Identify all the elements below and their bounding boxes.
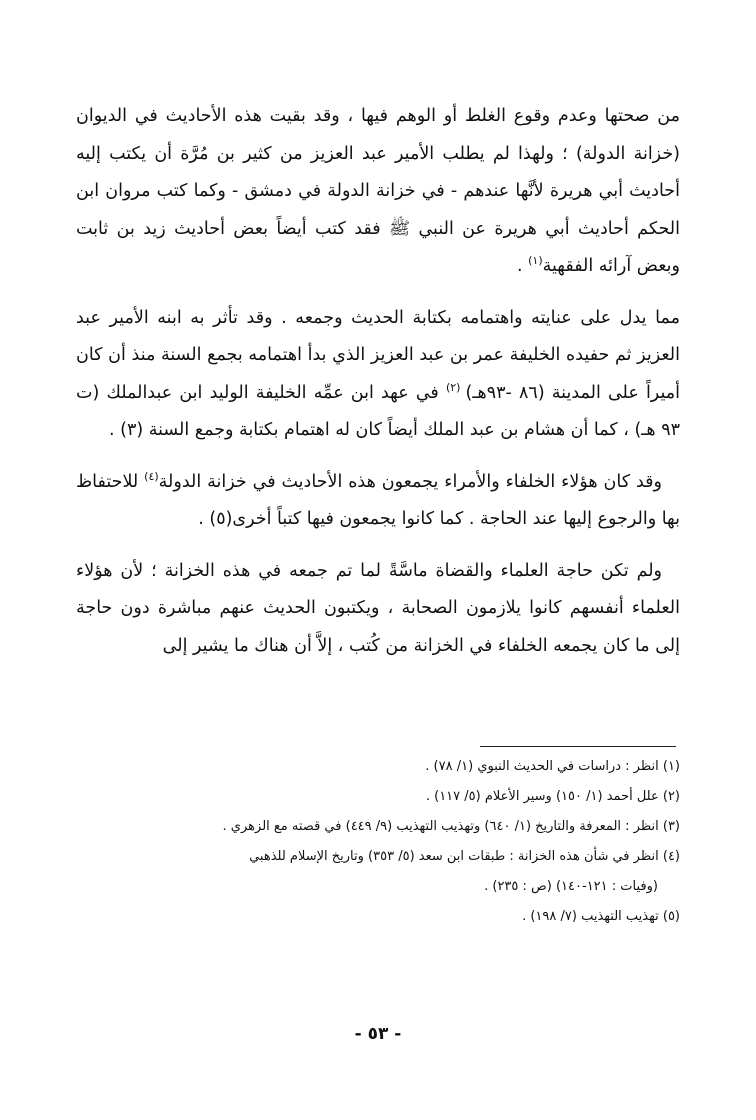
paragraph-2-text: مما يدل على عنايته واهتمامه بكتابة الحديث وجمعه . وقد تأثر به ابنه الأمير عبد العزيز ثم حفيده الخليفة عمر بن عبد العزيز الذي بدأ اهتمامه بجمع السنة منذ أن كان أميراً على المدينة (٨٦ -٩٣هـ) — [76, 307, 680, 403]
footnote-separator — [480, 746, 676, 747]
main-text — [76, 98, 680, 679]
footnotes — [76, 752, 680, 932]
paragraph-4-text: ولم تكن حاجة العلماء والقضاة ماسَّةً لما تم جمعه في هذه الخزانة ؛ لأن هؤلاء العلماء أنفسهم كانوا يلازمون الصحابة ، ويكتبون الحديث عنهم مباشرة دون حاجة إلى ما كان يجمعه الخلفاء في الخزانة من كُتب ، إلاَّ أن هناك ما يشير إلى — [76, 560, 680, 656]
footnote-2: (٢) علل أحمد (١/ ١٥٠) وسير الأعلام (٥/ ١١٧) . — [425, 789, 680, 804]
paragraph-3-text: وقد كان هؤلاء الخلفاء والأمراء يجمعون هذه الأحاديث في خزانة الدولة — [158, 471, 662, 492]
paragraph-4 — [76, 553, 680, 666]
footnote-5: (٥) تهذيب التهذيب (٧/ ١٩٨) . — [522, 909, 680, 924]
paragraph-3-tail: للاحتفاظ بها والرجوع إليها عند الحاجة . كما كانوا يجمعون فيها كتباً أخرى(٥) . — [76, 471, 680, 529]
footnote-4-continued: (وفيات : ١٢١-١٤٠) (ص : ٢٣٥) . — [484, 879, 658, 894]
paragraph-1-tail: . — [516, 256, 529, 276]
paragraph-3 — [76, 464, 680, 539]
footnote-ref-4: (٤) — [144, 469, 159, 483]
paragraph-1 — [76, 98, 680, 286]
paragraph-2 — [76, 300, 680, 450]
footnote-ref-2: (٢) — [445, 380, 466, 394]
footnote-4: (٤) انظر في شأن هذه الخزانة : طبقات ابن سعد (٥/ ٣٥٣) وتاريخ الإسلام للذهبي — [249, 849, 680, 864]
footnote-1: (١) انظر : دراسات في الحديث النبوي (١/ ٧٨) . — [425, 759, 680, 774]
footnote-ref-1: (١) — [528, 254, 543, 268]
page-number: - ٥٣ - — [354, 1024, 402, 1044]
paragraph-1-text: من صحتها وعدم وقوع الغلط أو الوهم فيها ، وقد بقيت هذه الأحاديث في الديوان (خزانة الدولة) ؛ ولهذا لم يطلب الأمير عبد العزيز من كثير بن مُرَّة أن يكتب إليه أحاديث أبي هريرة لأنَّها عندهم - في خزانة الدولة في دمشق - وكما كتب مروان ابن الحكم أحاديث أبي هريرة عن النبي ﷺ فقد كتب أيضاً بعض أحاديث زيد بن ثابت وبعض آرائه الفقهية — [76, 106, 680, 276]
paragraph-2-tail: في عهد ابن عمِّه الخليفة الوليد ابن عبدالملك (ت ٩٣ هـ) ، كما أن هشام بن عبد الملك أيضاً كان له اهتمام بكتابة وجمع السنة (٣) . — [76, 382, 680, 440]
footnote-3: (٣) انظر : المعرفة والتاريخ (١/ ٦٤٠) وتهذيب التهذيب (٩/ ٤٤٩) في قصته مع الزهري . — [222, 819, 680, 834]
